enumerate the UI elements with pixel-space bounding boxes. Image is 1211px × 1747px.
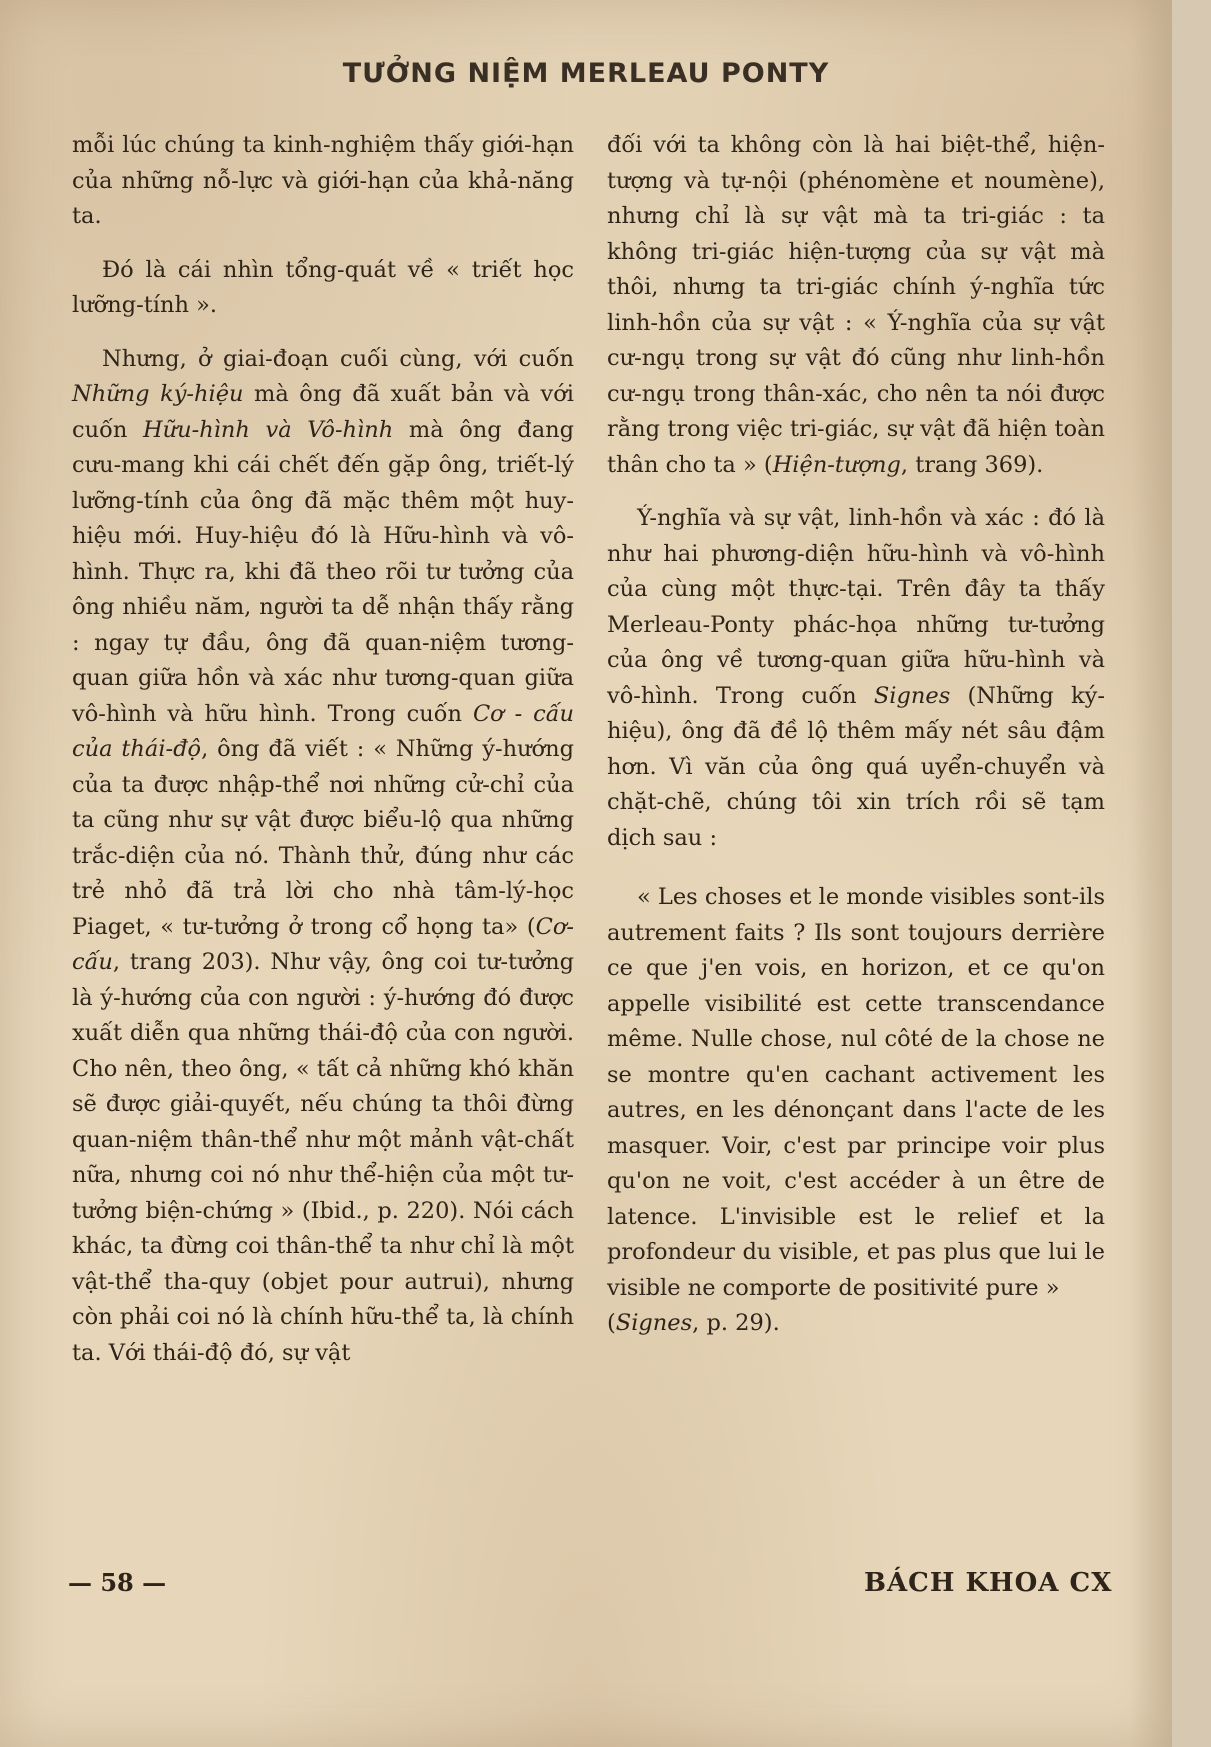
french-quote: « Les choses et le monde visibles sont-ils autrement faits ? Ils sont toujours derrière ce que j'en vois, en horizon, et ce qu'on appelle visibilité est cette transcendance même. Nulle chose, nul côté de la chose ne se montre qu'en cachant activement les autres, en les dénonçant dans l'acte de les masquer. Voir, c'est par principe voir plus qu'on ne voit, c'est accéder à un être de latence. L'invisible est le relief et la profondeur du visible, et pas plus que lui le visible ne comporte de positivité pure » (Signes, p. 29). [607,884,1105,1336]
torn-paper-edge [1130,0,1172,1747]
paragraph: đối với ta không còn là hai biệt-thể, hiện-tượng và tự-nội (phénomène et noumène), nhưng chỉ là sự vật mà ta tri-giác : ta không tri-giác hiện-tượng của sự vật mà thôi, nhưng ta tri-giác chính ý-nghĩa tức linh-hồn của sự vật : « Ý-nghĩa của sự vật cư-ngụ trong sự vật đó cũng như linh-hồn cư-ngụ trong thân-xác, cho nên ta nói được rằng trong việc tri-giác, sự vật đã hiện toàn thân cho ta » (Hiện-tượng, trang 369). [607,132,1105,478]
left-column [72,128,574,1371]
running-title: TƯỞNG NIỆM MERLEAU PONTY [342,58,830,89]
book-title: Hữu-hình và Vô-hình [142,416,394,443]
book-title: Cơ-cấu [72,913,574,975]
quote-source-title: Signes [615,1310,693,1336]
book-title: Hiện-tượng [772,451,901,478]
page-number: — 58 — [68,1568,167,1597]
book-title: Những ký-hiệu [72,381,244,407]
right-column [607,128,1105,1342]
paragraph: Nhưng, ở giai-đoạn cuối cùng, với cuốn Những ký-hiệu mà ông đã xuất bản và với cuốn Hữu-hình và Vô-hình mà ông đang cưu-mang khi cái chết đến gặp ông, triết-lý lưỡng-tính của ông đã mặc thêm một huy-hiệu mới. Huy-hiệu đó là Hữu-hình và vô-hình. Thực ra, khi đã theo rõi tư tưởng của ông nhiều năm, người ta dễ nhận thấy rằng : ngay tự đầu, ông đã quan-niệm tương-quan giữa hồn và xác như tương-quan giữa vô-hình và hữu hình. Trong cuốn Cơ - cấu của thái-độ, ông đã viết : « Những ý-hướng của ta được nhập-thể nơi những cử-chỉ của ta cũng như sự vật được biểu-lộ qua những trắc-diện của nó. Thành thử, đúng như các trẻ nhỏ đã trả lời cho nhà tâm-lý-học Piaget, « tư-tưởng ở trong cổ họng ta» (Cơ-cấu, trang 203). Như vậy, ông coi tư-tưởng là ý-hướng của con người : ý-hướng đó được xuất diễn qua những thái-độ của con người. Cho nên, theo ông, « tất cả những khó khăn sẽ được giải-quyết, nếu chúng ta thôi đừng quan-niệm thân-thể như một mảnh vật-chất nữa, nhưng coi nó như thể-hiện của một tư-tưởng biện-chứng » (Ibid., p. 220). Nói cách khác, ta đừng coi thân-thể ta như chỉ là một vật-thể tha-quy (objet pour autrui), nhưng còn phải coi nó là chính hữu-thể ta, là chính ta. Với thái-độ đó, sự vật [72,345,574,1366]
paragraph: mỗi lúc chúng ta kinh-nghiệm thấy giới-hạn của những nỗ-lực và giới-hạn của khả-năng ta. [72,132,574,229]
paragraph: Đó là cái nhìn tổng-quát về « triết học lưỡng-tính ». [72,256,574,318]
magazine-name: BÁCH KHOA CX [864,1568,1113,1598]
paragraph: Ý-nghĩa và sự vật, linh-hồn và xác : đó là như hai phương-diện hữu-hình và vô-hình của cùng một thực-tại. Trên đây ta thấy Merleau-Ponty phác-họa những tư-tưởng của ông về tương-quan giữa hữu-hình và vô-hình. Trong cuốn Signes (Những ký-hiệu), ông đã đề lộ thêm mấy nét sâu đậm hơn. Vì văn của ông quá uyển-chuyển và chặt-chẽ, chúng tôi xin trích rồi sẽ tạm dịch sau : [607,505,1105,851]
book-title: Cơ - cấu của thái-độ [72,700,574,762]
book-title: Signes [873,682,951,709]
